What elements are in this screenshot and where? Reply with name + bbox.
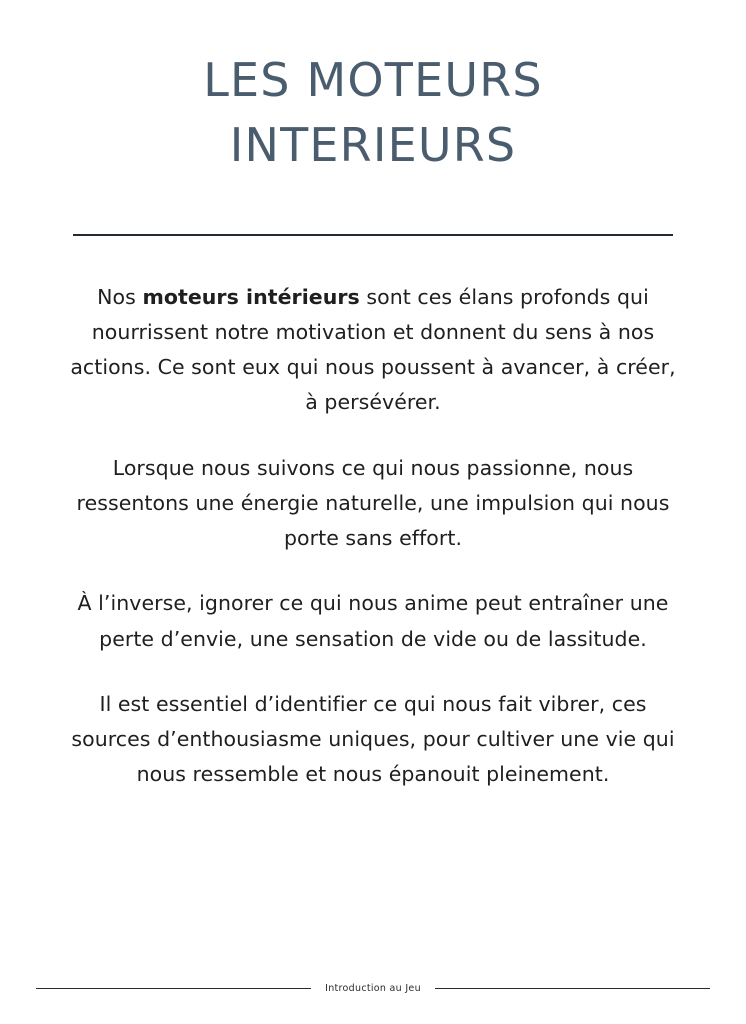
title-block: [36, 48, 710, 236]
footer-rule-left: [36, 988, 311, 989]
paragraph-1-rest: sont ces élans profonds qui nourrissent notre motivation et donnent du sens à nos actions. Ce sont eux qui nous poussent à avancer, à créer, à persévérer.: [70, 284, 676, 415]
page-title: LES MOTEURS INTERIEURS: [203, 53, 543, 173]
footer-label: Introduction au Jeu: [325, 983, 421, 994]
footer-rule-right: [435, 988, 710, 989]
body-copy: [36, 280, 710, 793]
paragraph-1-lead: Nos: [97, 284, 143, 309]
page-footer: [36, 983, 710, 994]
paragraph-3: À l’inverse, ignorer ce qui nous anime peut entraîner une perte d’envie, une sensation de vide ou de lassitude.: [77, 591, 669, 651]
title-divider: [73, 234, 673, 236]
paragraph-1-emphasis: moteurs intérieurs: [142, 284, 360, 309]
paragraph-1: [62, 280, 684, 421]
paragraph-2: Lorsque nous suivons ce qui nous passionne, nous ressentons une énergie naturelle, une impulsion qui nous porte sans effort.: [76, 455, 670, 551]
paragraph-4: Il est essentiel d’identifier ce qui nous fait vibrer, ces sources d’enthousiasme uniques, pour cultiver une vie qui nous ressemble et nous épanouit pleinement.: [71, 691, 675, 787]
